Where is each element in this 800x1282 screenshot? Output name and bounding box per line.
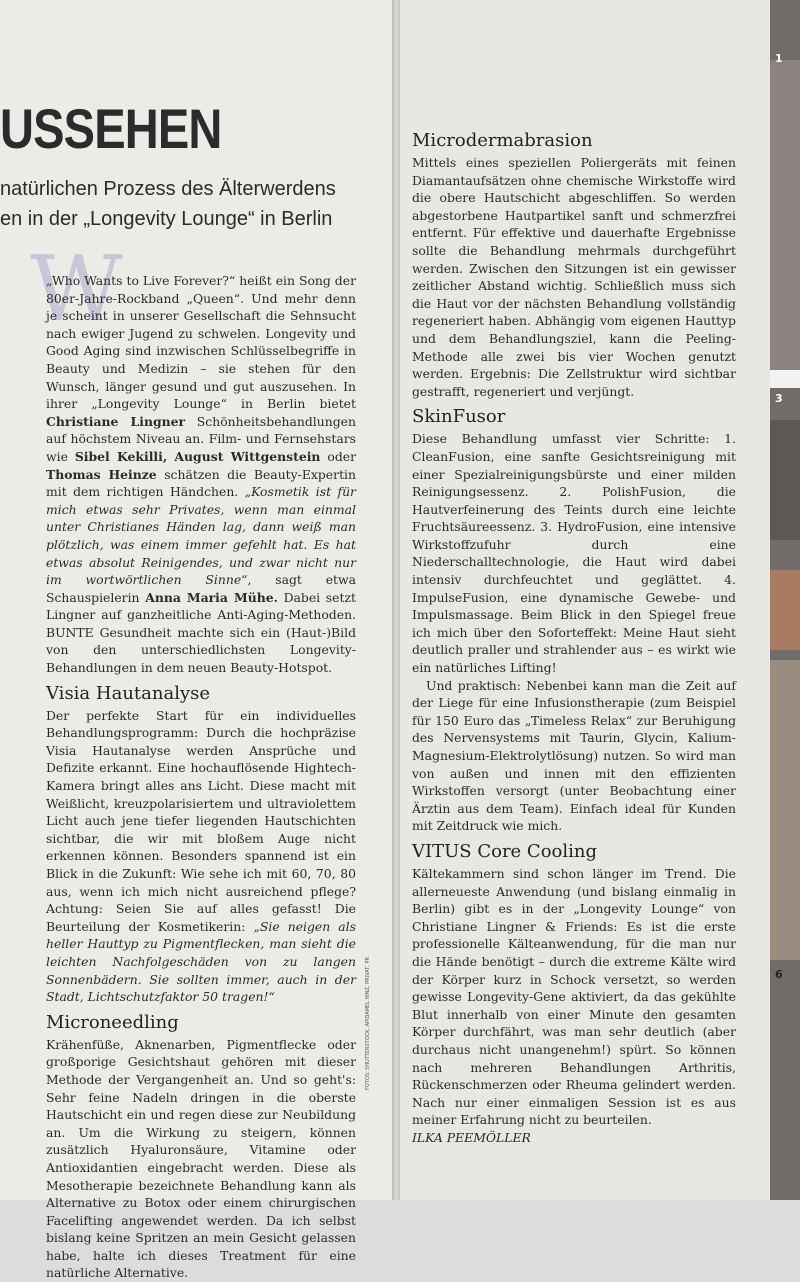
section-heading-skinfusor: SkinFusor <box>412 406 506 428</box>
section-heading-microneedling: Microneedling <box>46 1011 179 1033</box>
subtitle-line-1: natürlichen Prozess des Älterwerdens <box>0 178 336 200</box>
article-headline: USSEHEN <box>0 97 222 160</box>
visia-paragraph: Der perfekte Start für ein individuelles Behandlungsprogramm: Durch die hochpräzise Visia Hautanalyse werden Ansprüche und Defizite erkannt. Eine hochauflösende Hightech-Kamera bringt alles ans Licht. Diese macht mit Weißlicht, kreuzpolarisiertem und ultraviolettem Licht auch jene tiefer liegenden Hautschichten sichtbar, die wir mit bloßem Auge nicht erkennen können. Besonders spannend ist ein Blick in die Zukunft: Wie sehe ich mit 60, 70, 80 aus, wenn ich mich nicht ausreichend pflege? Achtung: Seien Sie auf alles gefasst! Die Beurteilung der Kosmetikerin: „Sie neigen als heller Hauttyp zu Pigmentflecken, man sieht die leichten Nachfolgeschäden von zu langen Sonnenbädern. Sie sollten immer, auch in der Stadt, Lichtschutzfaktor 50 tragen!“ <box>46 707 357 1005</box>
edge-number: 6 <box>775 968 783 981</box>
skinfusor-paragraph: Diese Behandlung umfasst vier Schritte: 1. CleanFusion, eine sanfte Gesichtsreinigung mit einer Spezialreinigungsbürste und einer milden Reinigungsessenz. 2. PolishFusion, die Hautverfeinerung des Teints durch eine leichte Fruchtsäureessenz. 3. HydroFusion, eine intensive Wirkstoffzufuhr durch eine Niederschalltechnologie, die Haut wird dabei intensiv durchfeuchtet und geglättet. 4. ImpulseFusion, eine dynamische Gewebe- und Impulsmassage. Beim Blick in den Spiegel freue ich mich über den Soforteffekt: Meine Haut sieht deutlich praller und strahlender aus – es wirkt wie ein natürliches Lifting! <box>412 431 736 676</box>
vitus-paragraph: Kältekammern sind schon länger im Trend. Die allerneueste Anwendung (und bislang einmalig in Berlin) gibt es in der „Longevity Lounge“ von Christiane Lingner & Friends: Es ist die erste professionelle Kälteanwendung, für die man nur die Hände benötigt – durch die extreme Kälte wird der Körper kurz in Schock versetzt, so werden gewisse Longevity-Gene aktiviert, da das gekühlte Blut innerhalb von einer Minute den gesamten Körper durchfährt, was man sehr deutlich (aber durchaus nicht unangenehm!) spürt. So können nach mehreren Behandlungen Arthritis, Rückenschmerzen oder Rheuma gelindert werden. Nach nur einer einmaligen Session ist es aus meiner Erfahrung nicht zu beurteilen. <box>412 865 736 1128</box>
section-heading-vitus: VITUS Core Cooling <box>412 840 598 862</box>
author-signature: ILKA PEEMÖLLER <box>412 1129 531 1145</box>
intro-paragraph: „Who Wants to Live Forever?“ heißt ein Song der 80er-Jahre-Rockband „Queen“. Und mehr denn je scheint in unserer Gesellschaft die Sehnsucht nach ewiger Jugend zu schwelen. Longevity und Good Aging sind inzwischen Schlüsselbegriffe in Beauty und Medizin – sie stehen für den Wunsch, länger gesund und gut auszusehen. In ihrer „Longevity Lounge“ in Berlin bietet Christiane Lingner Schönheitsbehandlungen auf höchstem Niveau an. Film- und Fernsehstars wie Sibel Kekilli, August Wittgenstein oder Thomas Heinze schätzen die Beauty-Expertin mit dem richtigen Händchen. „Kosmetik ist für mich etwas sehr Privates, wenn man einmal unter Christianes Händen lag, dann weiß man plötzlich, was einem immer gefehlt hat. Es hat etwas absolut Reinigendes, und zwar nicht nur im wortwörtlichen Sinne“, sagt etwa Schauspielerin Anna Maria Mühe. Dabei setzt Lingner auf ganzheitliche Anti-Aging-Methoden. BUNTE Gesundheit machte sich ein (Haut-)Bild von den unterschiedlichsten Longevity-Behandlungen in dem neuen Beauty-Hotspot. <box>46 273 357 676</box>
section-heading-visia: Visia Hautanalyse <box>46 682 211 704</box>
photo-credit: FOTOS: SHUTTERSTOCK, APIDAMEL HINZ, PRIVAT, PR <box>365 957 371 1090</box>
section-heading-microdermabrasion: Microdermabrasion <box>412 130 593 151</box>
next-page-edge <box>770 0 800 1200</box>
right-column <box>412 124 736 1146</box>
edge-number: 1 <box>775 52 783 65</box>
microdermabrasion-paragraph: Mittels eines speziellen Poliergeräts mit feinen Diamantaufsätzen ohne chemische Wirkstoffe wird die obere Hautschicht abgeschliffen. So werden abgestorbene Hautpartikel sanft und schmerzfrei entfernt. Für effektive und dauerhafte Ergebnisse sollte die Behandlung mehrmals durchgeführt werden. Zwischen den Sitzungen ist ein gewisser zeitlicher Abstand wichtig. Schließlich muss sich die Haut vor der nächsten Behandlung vollständig regeneriert haben. Abhängig vom eigenen Hauttyp und dem Behandlungsziel, kann die Peeling-Methode alle zwei bis vier Wochen genutzt werden. Ergebnis: Die Zellstruktur wird sichtbar gestrafft, regeneriert und verjüngt. <box>412 155 736 399</box>
subtitle-line-2: en in der „Longevity Lounge“ in Berlin <box>0 208 333 230</box>
left-column <box>46 272 356 1282</box>
edge-number: 3 <box>775 392 783 405</box>
microneedling-paragraph: Krähenfüße, Aknenarben, Pigmentflecke oder großporige Gesichtshaut gehören mit dieser Methode der Vergangenheit an. Und so geht's: Sehr feine Nadeln dringen in die oberste Hautschicht ein und regen diese zur Neubildung an. Um die Wirkung zu steigern, können zusätzlich Hyaluronsäure, Vitamine oder Antioxidantien eingebracht werden. Diese als Mesotherapie bezeichnete Behandlung kann als Alternative zu Botox oder einem chirurgischen Facelifting angewendet werden. Da ich selbst bislang keine Spritzen an mein Gesicht gelassen habe, halte ich dieses Treatment für eine natürliche Alternative. <box>46 1036 356 1281</box>
drop-cap: W <box>30 237 123 342</box>
page-gutter <box>392 0 400 1200</box>
skinfusor-paragraph-2: Und praktisch: Nebenbei kann man die Zeit auf der Liege für eine Infusionstherapie (zum Beispiel für 150 Euro das „Timeless Relax“ zur Beruhigung des Nervensystems mit Taurin, Glycin, Kalium-Magnesium-Elektrolytlösung) nutzen. So wird man von außen und innen mit den effizienten Wirkstoffen versorgt (unter Beobachtung einer Ärztin aus dem Team). Einfach ideal für Kunden mit Zeitdruck wie mich. <box>412 677 736 834</box>
